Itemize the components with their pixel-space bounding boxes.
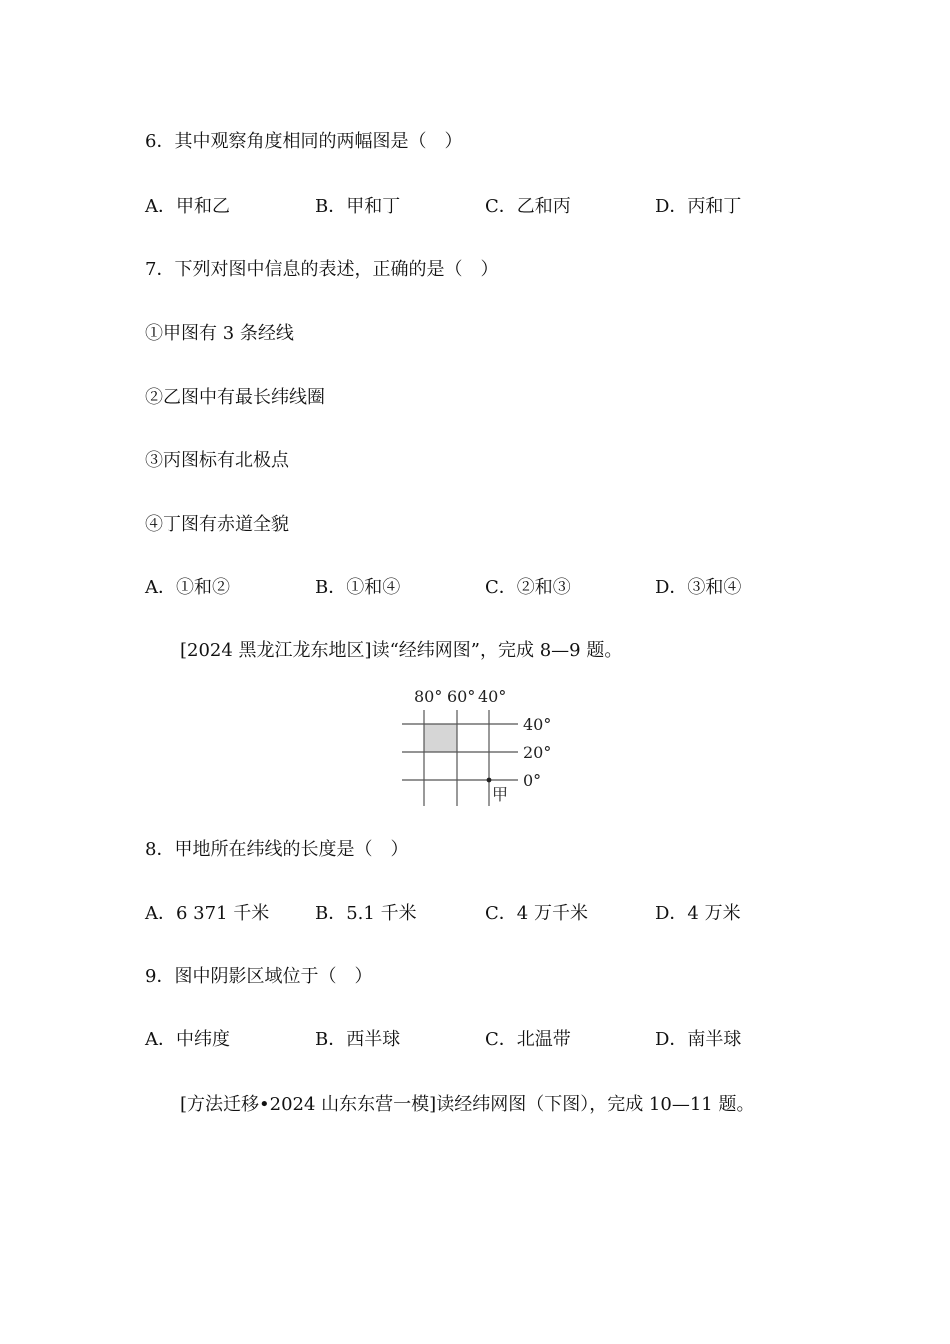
q7-option-b: B．①和④	[315, 577, 401, 598]
q7-statement-3: ③丙图标有北极点	[145, 450, 289, 471]
q7-statement-4: ④丁图有赤道全貌	[145, 514, 289, 535]
point-jia-marker	[487, 778, 492, 783]
longitude-label-80: 80°	[414, 687, 443, 706]
q6-option-c: C．乙和丙	[485, 196, 571, 217]
q8-option-c: C．4 万千米	[485, 903, 588, 924]
q9-option-c: C．北温带	[485, 1029, 571, 1050]
question-6-stem: 6．其中观察角度相同的两幅图是（ ）	[145, 131, 463, 152]
q7-statement-1: ①甲图有 3 条经线	[145, 323, 294, 344]
q6-option-d: D．丙和丁	[655, 196, 742, 217]
longitude-label-60: 60°	[447, 687, 476, 706]
graticule-figure	[395, 682, 560, 810]
q9-option-d: D．南半球	[655, 1029, 742, 1050]
question-8-stem: 8．甲地所在纬线的长度是（ ）	[145, 839, 409, 860]
latitude-label-20: 20°	[523, 743, 552, 762]
q7-statement-2: ②乙图中有最长纬线圈	[145, 387, 325, 408]
q7-option-a: A．①和②	[145, 577, 230, 598]
q8-option-d: D．4 万米	[655, 903, 741, 924]
q7-option-c: C．②和③	[485, 577, 571, 598]
point-jia-label: 甲	[492, 785, 509, 804]
latitude-label-0: 0°	[523, 771, 542, 790]
q8-option-b: B．5.1 千米	[315, 903, 417, 924]
shaded-region	[424, 724, 457, 752]
longitude-label-40: 40°	[478, 687, 507, 706]
q9-option-a: A．中纬度	[145, 1029, 230, 1050]
latitude-label-40: 40°	[523, 715, 552, 734]
question-9-stem: 9．图中阴影区域位于（ ）	[145, 966, 373, 987]
q6-option-b: B．甲和丁	[315, 196, 401, 217]
q6-option-a: A．甲和乙	[145, 196, 230, 217]
q8-option-a: A．6 371 千米	[145, 903, 270, 924]
q7-option-d: D．③和④	[655, 577, 742, 598]
question-7-stem: 7．下列对图中信息的表述，正确的是（ ）	[145, 259, 499, 280]
intro-questions-10-11: [方法迁移•2024 山东东营一模]读经纬网图（下图），完成 10—11 题。	[180, 1094, 755, 1115]
intro-questions-8-9: [2024 黑龙江龙东地区]读“经纬网图”，完成 8—9 题。	[180, 640, 623, 661]
q9-option-b: B．西半球	[315, 1029, 401, 1050]
